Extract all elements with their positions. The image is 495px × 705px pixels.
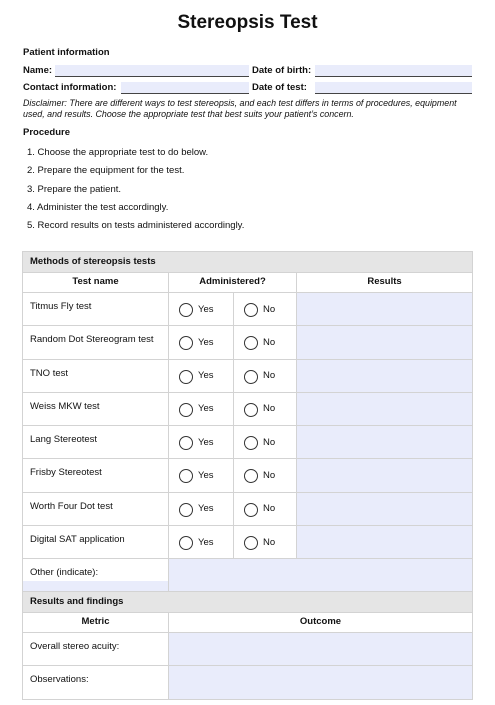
radio-circle-icon (179, 303, 193, 317)
radio-circle-icon (244, 303, 258, 317)
col-test-name: Test name (23, 273, 169, 293)
radio-circle-icon (179, 436, 193, 450)
radio-circle-icon (244, 536, 258, 550)
col-results: Results (297, 273, 473, 293)
name-row (23, 65, 472, 79)
radio-circle-icon (244, 469, 258, 483)
no-radio[interactable]: No (244, 401, 275, 417)
table-row (23, 326, 473, 359)
yes-radio[interactable]: Yes (179, 368, 214, 384)
yes-radio[interactable]: Yes (179, 401, 214, 417)
table-row (23, 526, 473, 559)
test-name: TNO test (23, 359, 169, 392)
result-field[interactable] (297, 459, 473, 492)
procedure-list (27, 147, 244, 238)
radio-circle-icon (244, 403, 258, 417)
test-name: Random Dot Stereogram test (23, 326, 169, 359)
no-radio[interactable]: No (244, 368, 275, 384)
page-title: Stereopsis Test (177, 12, 318, 33)
disclaimer-text: Disclaimer: There are different ways to test stereopsis, and each test differs in terms of procedures, equipment used, and results. Choose the appropriate test that best suits your patient’s concern. (23, 98, 457, 119)
test-name: Digital SAT application (23, 526, 169, 559)
test-name: Titmus Fly test (23, 293, 169, 326)
other-label: Other (indicate): (30, 567, 99, 579)
yes-radio[interactable]: Yes (179, 501, 214, 517)
test-name: Frisby Stereotest (23, 459, 169, 492)
procedure-step: 5. Record results on tests administered accordingly. (27, 220, 245, 232)
table-row (23, 633, 473, 666)
radio-circle-icon (244, 370, 258, 384)
procedure-heading: Procedure (23, 127, 70, 138)
dob-field[interactable] (315, 65, 472, 77)
test-name: Weiss MKW test (23, 392, 169, 425)
table-row (23, 459, 473, 492)
name-label: Name: (23, 65, 53, 76)
test-name: Lang Stereotest (23, 426, 169, 459)
findings-heading: Results and findings (23, 592, 473, 613)
col-administered: Administered? (169, 273, 297, 293)
name-field[interactable] (55, 65, 249, 77)
yes-radio[interactable]: Yes (179, 334, 214, 350)
contact-label: Contact information: (23, 82, 117, 93)
result-field[interactable] (297, 359, 473, 392)
procedure-step: 1. Choose the appropriate test to do below. (27, 147, 209, 158)
radio-circle-icon (179, 536, 193, 550)
table-row (23, 426, 473, 459)
result-field[interactable] (297, 293, 473, 326)
radio-circle-icon (179, 370, 193, 384)
no-radio[interactable]: No (244, 534, 275, 550)
findings-table (22, 591, 473, 700)
col-metric: Metric (23, 613, 169, 633)
no-radio[interactable]: No (244, 301, 275, 317)
result-field[interactable] (297, 526, 473, 559)
test-name: Worth Four Dot test (23, 492, 169, 525)
patient-info-heading: Patient information (23, 47, 110, 58)
radio-circle-icon (179, 503, 193, 517)
methods-table (22, 251, 473, 603)
no-radio[interactable]: No (244, 501, 275, 517)
dob-label: Date of birth: (252, 65, 312, 76)
radio-circle-icon (244, 336, 258, 350)
radio-circle-icon (179, 403, 193, 417)
result-field[interactable] (297, 392, 473, 425)
result-field[interactable] (297, 326, 473, 359)
table-row (23, 492, 473, 525)
yes-radio[interactable]: Yes (179, 434, 214, 450)
outcome-field[interactable] (169, 666, 473, 699)
result-field[interactable] (297, 492, 473, 525)
yes-radio[interactable]: Yes (179, 467, 214, 483)
procedure-step: 2. Prepare the equipment for the test. (27, 165, 185, 177)
methods-heading: Methods of stereopsis tests (23, 252, 473, 273)
col-outcome: Outcome (169, 613, 473, 633)
no-radio[interactable]: No (244, 467, 275, 483)
radio-circle-icon (244, 503, 258, 517)
contact-field[interactable] (121, 82, 249, 94)
contact-row (23, 82, 472, 96)
table-row (23, 392, 473, 425)
date-test-label: Date of test: (252, 82, 307, 93)
procedure-step: 3. Prepare the patient. (27, 183, 122, 195)
yes-radio[interactable]: Yes (179, 534, 214, 550)
no-radio[interactable]: No (244, 434, 275, 450)
table-row (23, 359, 473, 392)
no-radio[interactable]: No (244, 334, 275, 350)
radio-circle-icon (179, 336, 193, 350)
date-test-field[interactable] (315, 82, 472, 94)
table-row (23, 666, 473, 699)
metric-name: Observations: (23, 666, 169, 699)
procedure-step: 4. Administer the test accordingly. (27, 201, 169, 213)
radio-circle-icon (244, 436, 258, 450)
outcome-field[interactable] (169, 633, 473, 666)
table-row (23, 293, 473, 326)
result-field[interactable] (297, 426, 473, 459)
radio-circle-icon (179, 469, 193, 483)
yes-radio[interactable]: Yes (179, 301, 214, 317)
metric-name: Overall stereo acuity: (23, 633, 169, 666)
